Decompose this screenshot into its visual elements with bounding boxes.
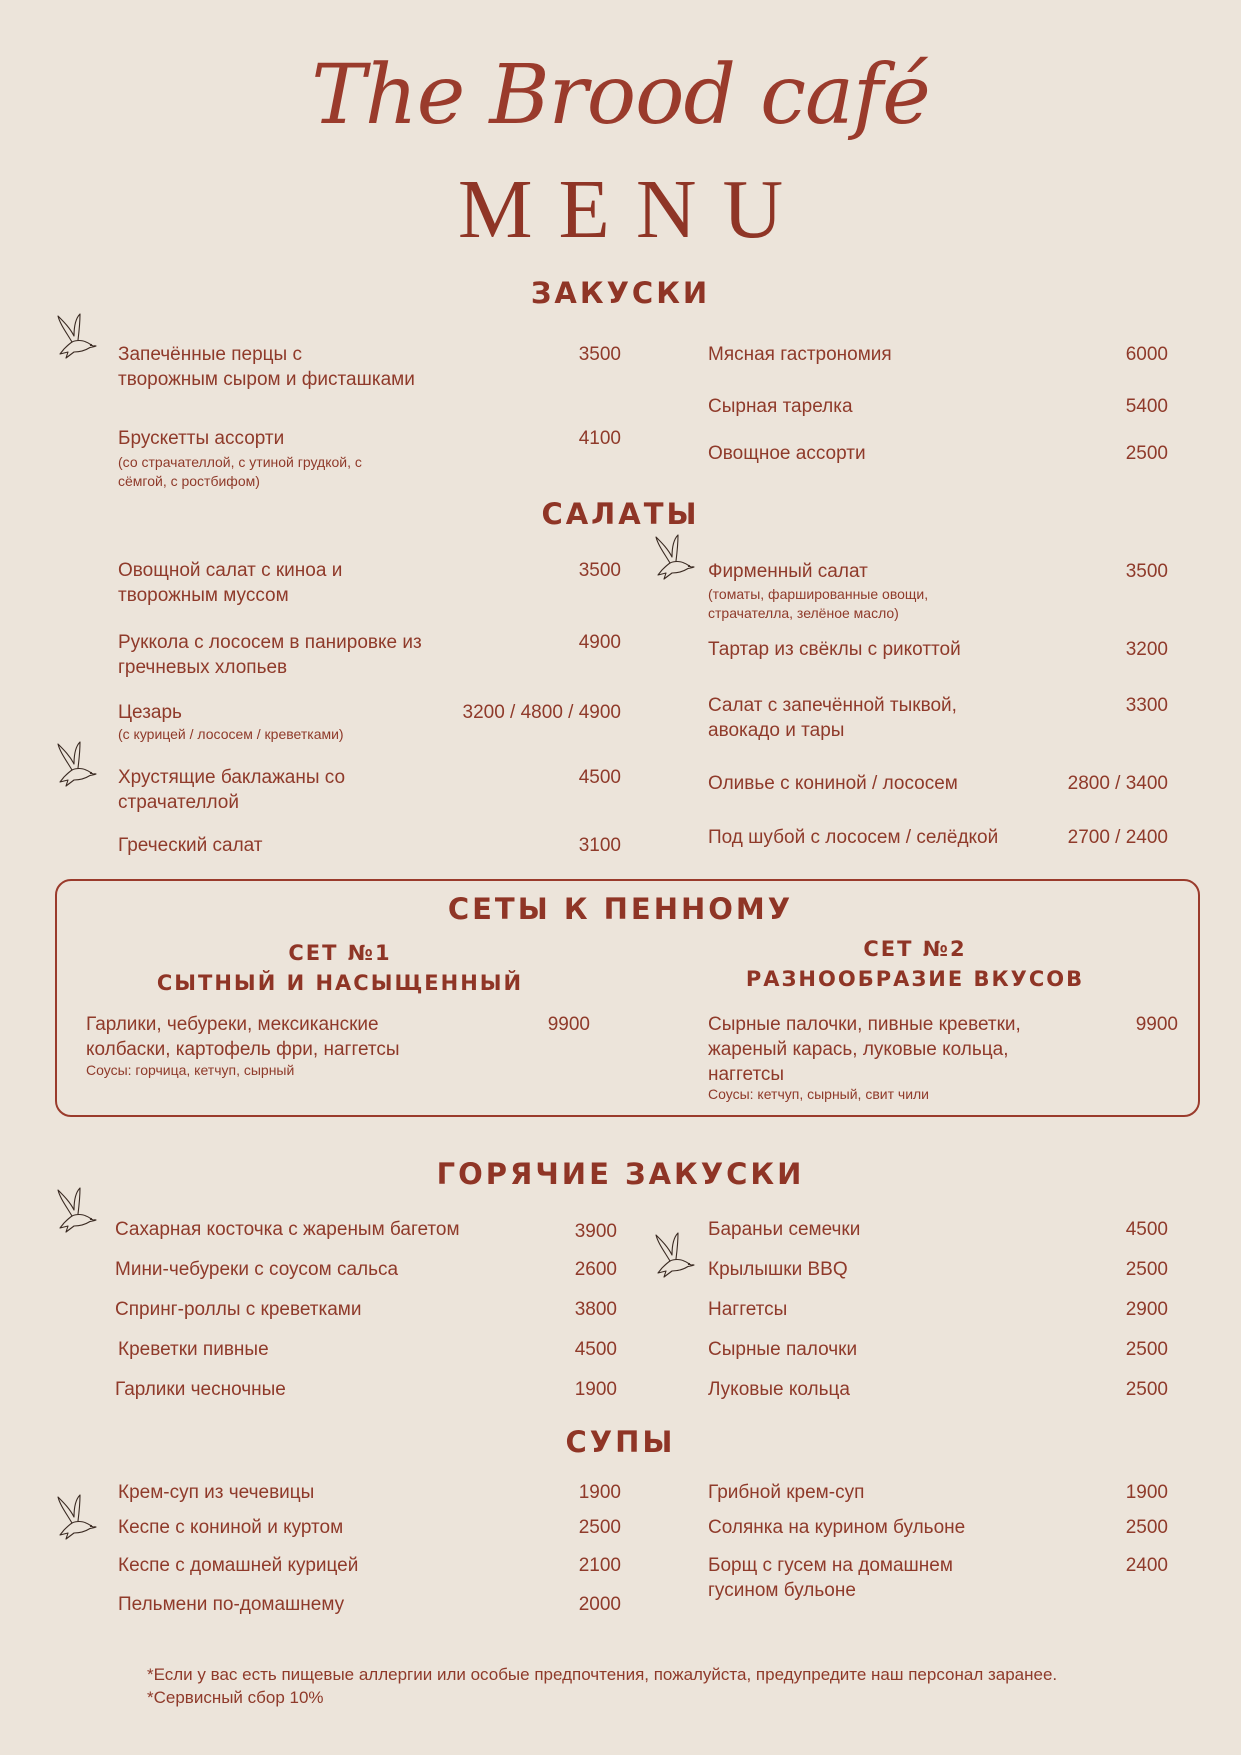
item-name: Гарлики чесночные [115,1379,286,1400]
item-price: 3200 [1125,639,1168,660]
item-price: 3100 [578,835,621,856]
item-name: Овощное ассорти [708,443,866,464]
menu-item [115,1297,617,1322]
item-price: 1900 [1125,1482,1168,1503]
menu-item [118,1592,621,1617]
set-2-item [708,1012,1178,1108]
section-title-soups: СУПЫ [565,1425,676,1459]
item-price: 4500 [574,1339,617,1360]
item-name: Бараньи семечки [708,1219,861,1240]
item-price: 2500 [1125,1339,1168,1360]
menu-item [118,700,621,746]
menu-item [708,1480,1168,1505]
item-name: Цезарь [118,702,182,723]
item-name: Пельмени по-домашнему [118,1594,345,1615]
menu-item [708,1515,1168,1540]
dove-icon [52,1493,100,1547]
item-name: Крем-суп из чечевицы [118,1482,315,1503]
section-title-salaty: САЛАТЫ [541,497,700,531]
dove-icon [650,1231,698,1285]
menu-item [708,1553,1168,1605]
item-name: Кеспе с кониной и куртом [118,1517,344,1538]
item-note: Соусы: горчица, кетчуп, сырный [86,1062,295,1078]
item-name: Сахарная косточка с жареным багетом [115,1219,460,1240]
item-price: 2000 [578,1594,621,1615]
menu-item [708,771,1168,796]
item-name: Грибной крем-суп [708,1482,865,1503]
menu-item [708,559,1168,625]
menu-item [708,441,1168,466]
item-name: Сырные палочки, пивные креветки, жареный карась, луковые кольца, наггетсы [708,1014,1021,1085]
set-1-item [86,1012,590,1082]
item-price: 2500 [578,1517,621,1538]
item-price: 4900 [578,632,621,653]
item-price: 4500 [1125,1219,1168,1240]
item-price: 3500 [1125,561,1168,582]
menu-item [118,426,621,496]
item-name: Под шубой с лососем / селёдкой [708,827,999,848]
item-price: 2400 [1125,1555,1168,1576]
item-name: Кеспе с домашней курицей [118,1555,359,1576]
menu-item [708,1257,1168,1282]
item-price: 3900 [574,1221,617,1242]
item-price: 1900 [578,1482,621,1503]
item-name: Луковые кольца [708,1379,850,1400]
menu-title: MENU [457,163,810,256]
item-price: 3800 [574,1299,617,1320]
item-price: 6000 [1125,344,1168,365]
item-price: 1900 [574,1379,617,1400]
item-name: Хрустящие баклажаны со страчателлой [118,767,346,813]
section-title-hot: ГОРЯЧИЕ ЗАКУСКИ [436,1157,805,1191]
service-fee-note: *Сервисный сбор 10% [147,1688,324,1707]
menu-item [118,630,621,682]
item-price: 2500 [1125,1517,1168,1538]
menu-item [118,833,621,858]
allergy-note: *Если у вас есть пищевые аллергии или особые предпочтения, пожалуйста, предупредите наш персонал заранее. [147,1665,1058,1684]
item-price: 2700 / 2400 [1067,827,1168,848]
item-note: Соусы: кетчуп, сырный, свит чили [708,1086,929,1102]
item-price: 2500 [1125,1259,1168,1280]
item-price: 2800 / 3400 [1067,773,1168,794]
set-2-title: СЕТ №2 РАЗНООБРАЗИЕ ВКУСОВ [745,937,1085,991]
menu-item [708,1377,1168,1402]
dove-icon [52,740,100,794]
item-price: 2600 [574,1259,617,1280]
menu-item [115,1377,617,1402]
item-price: 5400 [1125,396,1168,417]
menu-item [118,558,621,610]
item-price: 9900 [1135,1014,1178,1035]
menu-item [115,1217,617,1242]
item-name: Гарлики, чебуреки, мексиканские колбаски, картофель фри, наггетсы [86,1014,400,1060]
menu-item [708,693,1168,745]
item-name: Салат с запечённой тыквой, авокадо и тары [708,695,957,741]
item-price: 9900 [547,1014,590,1035]
item-price: 3300 [1125,695,1168,716]
item-name: Борщ с гусем на домашнем гусином бульоне [708,1555,953,1601]
item-name: Запечённые перцы с творожным сыром и фисташками [118,344,415,390]
item-price: 3200 / 4800 / 4900 [462,702,621,723]
item-name: Крылышки BBQ [708,1259,848,1280]
item-name: Овощной салат с киноа и творожным муссом [118,560,343,606]
item-note: (томаты, фаршированные овощи, страчателла, зелёное масло) [708,586,929,621]
item-note: (с курицей / лососем / креветками) [118,726,344,742]
menu-item [118,1553,621,1578]
dove-icon [650,533,698,587]
item-name: Брускетты ассорти [118,428,285,449]
item-name: Креветки пивные [118,1339,269,1360]
menu-item [118,1515,621,1540]
item-price: 4100 [578,428,621,449]
item-price: 2100 [578,1555,621,1576]
menu-item [118,1480,621,1505]
item-name: Солянка на курином бульоне [708,1517,966,1538]
dove-icon [52,312,100,366]
dove-icon [52,1186,100,1240]
item-name: Наггетсы [708,1299,788,1320]
menu-item [708,825,1168,850]
section-title-zakuski: ЗАКУСКИ [530,276,711,310]
item-price: 2500 [1125,1379,1168,1400]
item-name: Оливье с кониной / лососем [708,773,958,794]
item-note: (со страчателлой, с утиной грудкой, с сёмгой, с ростбифом) [118,454,362,489]
menu-item [708,342,1168,367]
item-name: Тартар из свёклы с рикоттой [708,639,961,660]
section-title-sets: СЕТЫ К ПЕННОМУ [447,892,794,926]
item-name: Спринг-роллы с креветками [115,1299,362,1320]
item-price: 2900 [1125,1299,1168,1320]
item-name: Руккола с лососем в панировке из гречневых хлопьев [118,632,422,678]
item-name: Фирменный салат [708,561,868,582]
set-1-title: СЕТ №1 СЫТНЫЙ И НАСЫЩЕННЫЙ [156,941,524,995]
menu-item [708,1217,1168,1242]
menu-item [708,1337,1168,1362]
menu-item [118,765,621,817]
item-name: Сырная тарелка [708,396,853,417]
menu-item [118,1337,617,1362]
item-price: 4500 [578,767,621,788]
item-name: Мини-чебуреки с соусом сальса [115,1259,399,1280]
item-price: 2500 [1125,443,1168,464]
item-price: 3500 [578,560,621,581]
menu-item [708,1297,1168,1322]
menu-item [708,394,1168,419]
item-name: Греческий салат [118,835,263,856]
cafe-logo-title: The Brood café [311,48,930,143]
menu-item [708,637,1168,662]
item-price: 3500 [578,344,621,365]
menu-item [118,342,621,397]
item-name: Мясная гастрономия [708,344,892,365]
item-name: Сырные палочки [708,1339,858,1360]
menu-item [115,1257,617,1282]
